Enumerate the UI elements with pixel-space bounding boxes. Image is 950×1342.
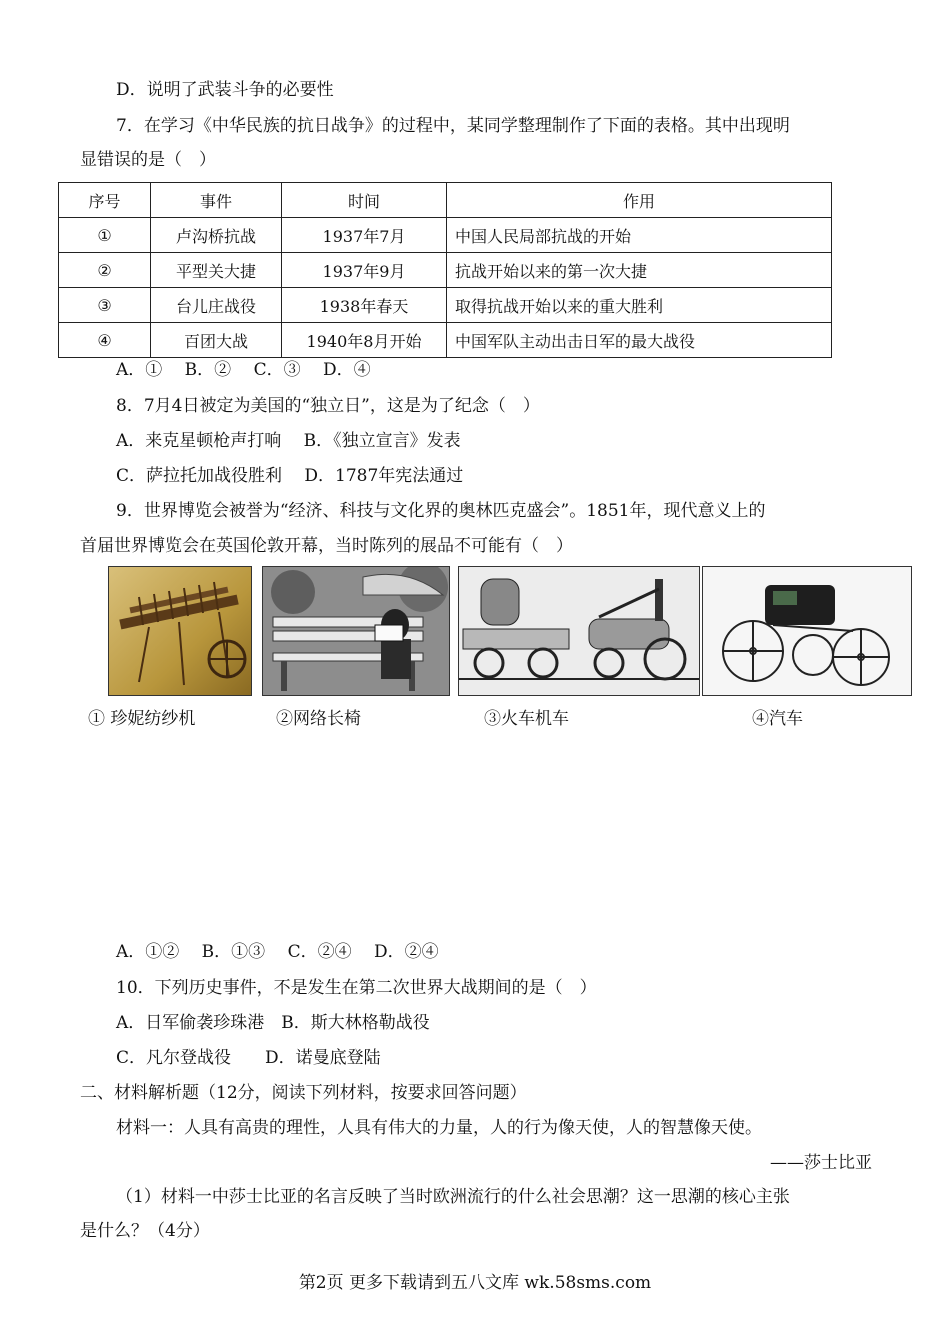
q10-options-cd: C．凡尔登战役 D．诺曼底登陆 xyxy=(116,1048,381,1068)
q9-options: A．①② B．①③ C．②④ D．②④ xyxy=(116,942,439,962)
table-cell: 中国人民局部抗战的开始 xyxy=(447,218,832,253)
locomotive-image xyxy=(458,566,700,696)
material-1-source: ——莎士比亚 xyxy=(770,1153,872,1173)
caption-network-bench: ②网络长椅 xyxy=(276,709,361,729)
sub-question-1-line2: 是什么？（4分） xyxy=(80,1221,210,1241)
q10-options-ab: A．日军偷袭珍珠港 B．斯大林格勒战役 xyxy=(116,1013,430,1033)
table-cell: 中国军队主动出击日军的最大战役 xyxy=(447,323,832,358)
table-header: 事件 xyxy=(151,183,282,218)
q6-option-d: D．说明了武装斗争的必要性 xyxy=(116,80,334,100)
table-cell: 1938年春天 xyxy=(282,288,447,323)
table-row xyxy=(59,253,832,288)
q8-options-cd: C．萨拉托加战役胜利 D．1787年宪法通过 xyxy=(116,466,464,486)
table-cell: ② xyxy=(59,253,151,288)
table-header-row xyxy=(59,183,832,218)
table-row xyxy=(59,323,832,358)
table-cell: 1937年9月 xyxy=(282,253,447,288)
table-header: 序号 xyxy=(59,183,151,218)
table-cell: 平型关大捷 xyxy=(151,253,282,288)
network-bench-image xyxy=(262,566,450,696)
material-1: 材料一：人具有高贵的理性，人具有伟大的力量，人的行为像天使，人的智慧像天使。 xyxy=(116,1118,762,1138)
table-cell: 1937年7月 xyxy=(282,218,447,253)
caption-automobile: ④汽车 xyxy=(752,709,803,729)
q7-options: A．① B．② C．③ D．④ xyxy=(116,360,371,380)
table-cell: ① xyxy=(59,218,151,253)
spinning-jenny-image xyxy=(108,566,252,696)
automobile-image xyxy=(702,566,912,696)
page-footer: 第2页 更多下载请到五八文库 wk.58sms.com xyxy=(298,1273,652,1293)
table-cell: ③ xyxy=(59,288,151,323)
table-cell: 1940年8月开始 xyxy=(282,323,447,358)
q9-stem-line2: 首届世界博览会在英国伦敦开幕，当时陈列的展品不可能有（ ） xyxy=(80,536,573,556)
q10-stem: 10．下列历史事件，不是发生在第二次世界大战期间的是（ ） xyxy=(116,978,597,998)
q7-stem-line1: 7．在学习《中华民族的抗日战争》的过程中，某同学整理制作了下面的表格。其中出现明 xyxy=(116,116,790,136)
table-header: 时间 xyxy=(282,183,447,218)
section-2-heading: 二、材料解析题（12分，阅读下列材料，按要求回答问题） xyxy=(80,1083,527,1103)
table-row xyxy=(59,288,832,323)
q9-stem-line1: 9．世界博览会被誉为“经济、科技与文化界的奥林匹克盛会”。1851年，现代意义上的 xyxy=(116,501,766,521)
table-header: 作用 xyxy=(447,183,832,218)
table-cell: 抗战开始以来的第一次大捷 xyxy=(447,253,832,288)
table-cell: ④ xyxy=(59,323,151,358)
table-cell: 取得抗战开始以来的重大胜利 xyxy=(447,288,832,323)
caption-locomotive: ③火车机车 xyxy=(484,709,569,729)
caption-spinning-jenny: ① 珍妮纺纱机 xyxy=(88,709,196,729)
table-cell: 台儿庄战役 xyxy=(151,288,282,323)
table-cell: 百团大战 xyxy=(151,323,282,358)
table-cell: 卢沟桥抗战 xyxy=(151,218,282,253)
q8-options-ab: A．来克星顿枪声打响 B．《独立宣言》发表 xyxy=(116,431,461,451)
sub-question-1-line1: （1）材料一中莎士比亚的名言反映了当时欧洲流行的什么社会思潮？这一思潮的核心主张 xyxy=(116,1187,790,1207)
q8-stem: 8．7月4日被定为美国的“独立日”，这是为了纪念（ ） xyxy=(116,396,540,416)
q7-stem-line2: 显错误的是（ ） xyxy=(80,150,216,170)
q7-table xyxy=(58,182,832,358)
table-row xyxy=(59,218,832,253)
